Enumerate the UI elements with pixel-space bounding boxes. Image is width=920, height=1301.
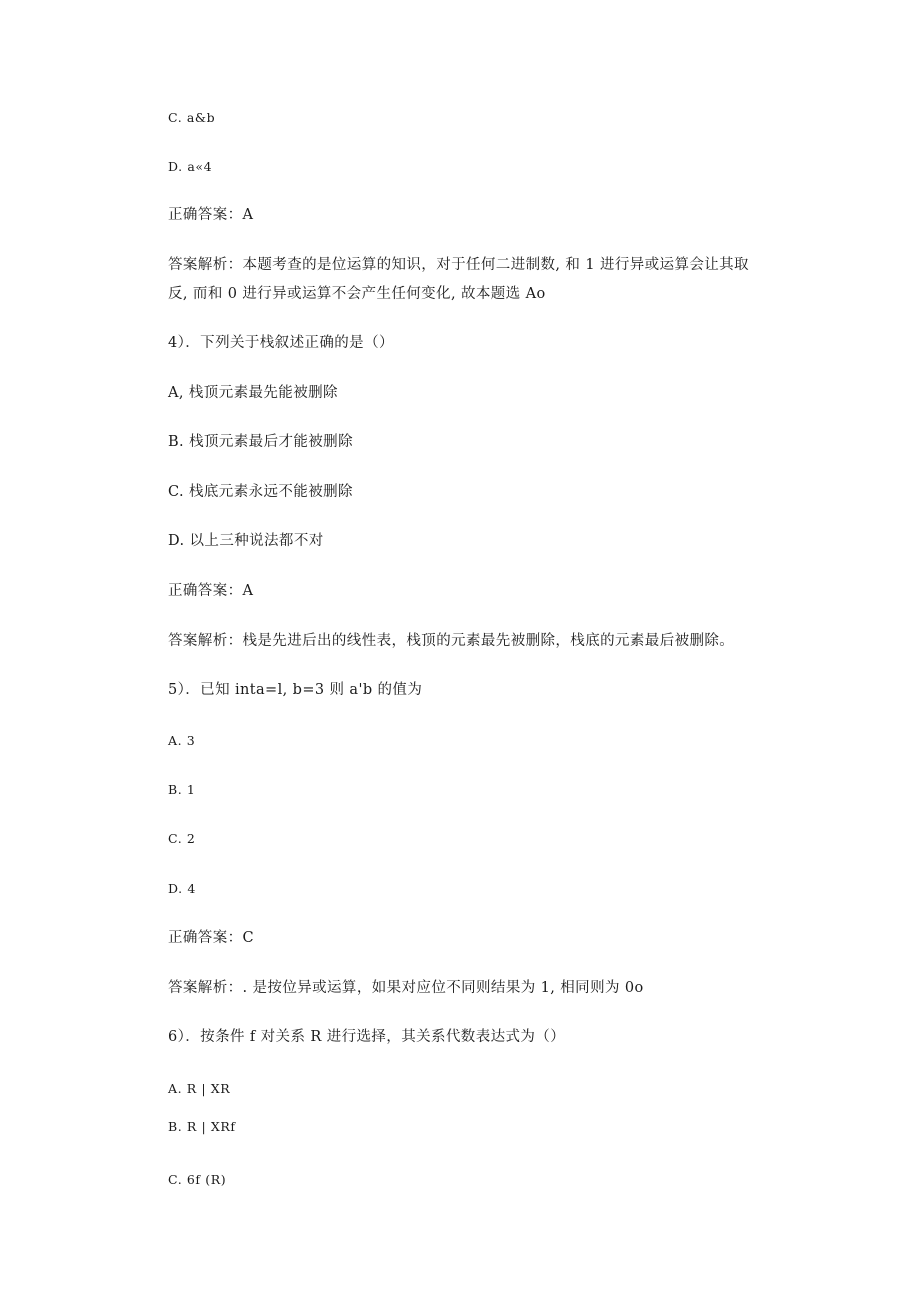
q5-option-b: B. 1 (168, 782, 196, 797)
q3-explanation-line-1: 答案解析：本题考查的是位运算的知识，对于任何二进制数, 和 1 进行异或运算会让其取 (168, 257, 749, 273)
q5-option-d: D. 4 (168, 881, 196, 896)
q5-explanation: 答案解析：. 是按位异或运算，如果对应位不同则结果为 1, 相同则为 0o (168, 980, 644, 996)
q5-option-a: A. 3 (168, 733, 196, 748)
q4-option-b: B. 栈顶元素最后才能被删除 (168, 434, 353, 450)
q3-option-d: D. a«4 (168, 159, 213, 174)
q3-explanation-line-2: 反, 而和 0 进行异或运算不会产生任何变化, 故本题选 Ao (168, 286, 546, 302)
q4-question: 4）．下列关于栈叙述正确的是（） (168, 335, 394, 351)
q3-correct-answer: 正确答案：A (168, 207, 254, 223)
q6-option-b: B. R | XRf (168, 1119, 236, 1134)
q5-question: 5）．已知 inta=l, b=3 则 a'b 的值为 (168, 682, 423, 698)
q6-option-c: C. 6f (R) (168, 1172, 227, 1187)
q4-explanation: 答案解析：栈是先进后出的线性表，栈顶的元素最先被删除，栈底的元素最后被删除。 (168, 633, 735, 649)
q4-option-a: A, 栈顶元素最先能被删除 (168, 385, 338, 401)
q5-option-c: C. 2 (168, 831, 196, 846)
q6-option-a: A. R | XR (168, 1081, 231, 1096)
q6-question: 6）．按条件 f 对关系 R 进行选择，其关系代数表达式为（） (168, 1029, 566, 1045)
q5-correct-answer: 正确答案：C (168, 930, 254, 946)
q3-option-c: C. a&b (168, 110, 216, 125)
q4-option-d: D. 以上三种说法都不对 (168, 533, 324, 549)
q4-option-c: C. 栈底元素永远不能被删除 (168, 484, 353, 500)
q4-correct-answer: 正确答案：A (168, 583, 254, 599)
